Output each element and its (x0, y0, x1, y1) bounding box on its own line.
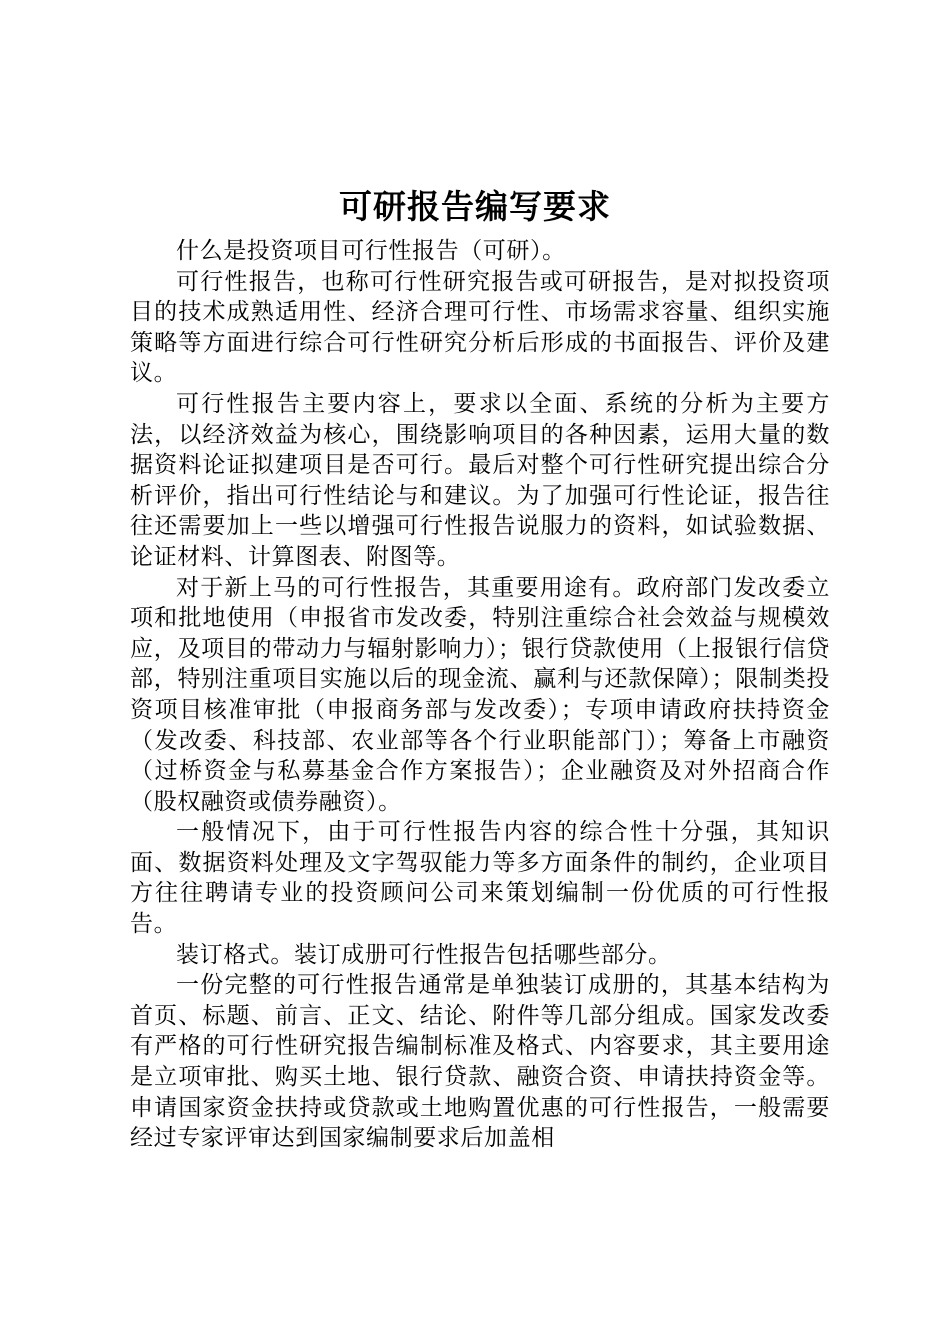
paragraph-consultants: 一般情况下，由于可行性报告内容的综合性十分强，其知识面、数据资料处理及文字驾驭能力等多方面条件的制约，企业项目方往往聘请专业的投资顾问公司来策划编制一份优质的可行性报告。 (130, 819, 830, 938)
document-title: 可研报告编写要求 (339, 187, 611, 226)
paragraph-structure: 一份完整的可行性报告通常是单独装订成册的，其基本结构为首页、标题、前言、正文、结论、附件等几部分组成。国家发改委有严格的可行性研究报告编制标准及格式、内容要求，其主要用途是立项审批、购买土地、银行贷款、融资合资、申请扶持资金等。申请国家资金扶持或贷款或土地购置优惠的可行性报告，一般需要经过专家评审达到国家编制要求后加盖相 (130, 972, 830, 1152)
paragraph-definition: 可行性报告，也称可行性研究报告或可研报告，是对拟投资项目的技术成熟适用性、经济合理可行性、市场需求容量、组织实施策略等方面进行综合可行性研究分析后形成的书面报告、评价及建议。 (130, 268, 830, 387)
paragraph-intro-heading: 什么是投资项目可行性报告（可研）。 (176, 238, 566, 264)
paragraph-binding-heading: 装订格式。装订成册可行性报告包括哪些部分。 (176, 941, 672, 968)
paragraph-uses: 对于新上马的可行性报告，其重要用途有。政府部门发改委立项和批地使用（申报省市发改委，特别注重综合社会效益与规模效应，及项目的带动力与辐射影响力）；银行贷款使用（上报银行信贷部，特别注重项目实施以后的现金流、赢利与还款保障）；限制类投资项目核准审批（申报商务部与发改委）；专项申请政府扶持资金（发改委、科技部、农业部等各个行业职能部门）；筹备上市融资（过桥资金与私募基金合作方案报告）；企业融资及对外招商合作（股权融资或债券融资）。 (130, 574, 830, 815)
paragraph-main-content: 可行性报告主要内容上，要求以全面、系统的分析为主要方法，以经济效益为核心，围绕影响项目的各种因素，运用大量的数据资料论证拟建项目是否可行。最后对整个可行性研究提出综合分析评价，指出可行性结论与和建议。为了加强可行性论证，报告往往还需要加上一些以增强可行性报告说服力的资料，如试验数据、论证材料、计算图表、附图等。 (130, 390, 830, 570)
document-body (130, 236, 830, 1154)
